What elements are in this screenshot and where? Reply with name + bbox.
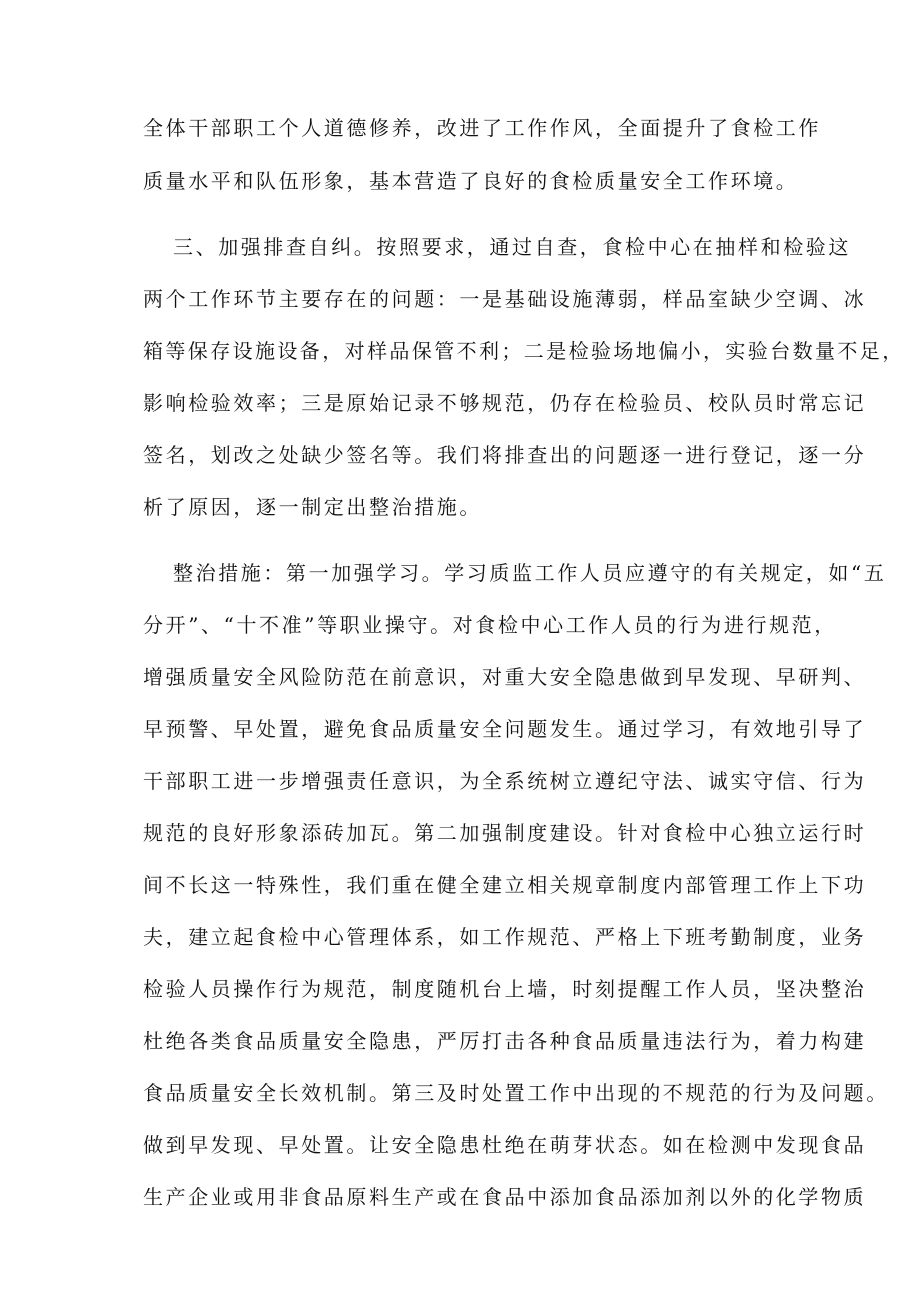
paragraph-2-line-4: 影响检验效率；三是原始记录不够规范，仍存在检验员、校队员时常忘记 [143, 391, 867, 415]
paragraph-3-line-4: 早预警、早处置，避免食品质量安全问题发生。通过学习，有效地引导了 [143, 717, 867, 741]
paragraph-2-line-3: 箱等保存设施设备，对样品保管不利；二是检验场地偏小，实验台数量不足， [143, 339, 905, 363]
paragraph-2-line-2: 两个工作环节主要存在的问题：一是基础设施薄弱，样品室缺少空调、冰 [143, 287, 867, 311]
paragraph-3-line-9: 检验人员操作行为规范，制度随机台上墙，时刻提醒工作人员，坚决整治 [143, 977, 867, 1001]
paragraph-1-line-2: 质量水平和队伍形象，基本营造了良好的食检质量安全工作环境。 [143, 169, 799, 193]
paragraph-3-line-1: 整治措施：第一加强学习。学习质监工作人员应遵守的有关规定，如“五 [173, 561, 887, 585]
paragraph-2-line-6: 析了原因，逐一制定出整治措施。 [143, 495, 482, 519]
paragraph-2-line-1: 三、加强排查自纠。按照要求，通过自查，食检中心在抽样和检验这 [173, 235, 851, 259]
paragraph-3-line-6: 规范的良好形象添砖加瓦。第二加强制度建设。针对食检中心独立运行时 [143, 821, 867, 845]
paragraph-3-line-7: 间不长这一特殊性，我们重在健全建立相关规章制度内部管理工作上下功 [143, 873, 867, 897]
paragraph-3-line-8: 夫，建立起食检中心管理体系，如工作规范、严格上下班考勤制度，业务 [143, 925, 867, 949]
paragraph-3-line-11: 食品质量安全长效机制。第三及时处置工作中出现的不规范的行为及问题。 [143, 1081, 889, 1105]
paragraph-3-line-12: 做到早发现、早处置。让安全隐患杜绝在萌芽状态。如在检测中发现食品 [143, 1133, 867, 1157]
paragraph-2-line-5: 签名，划改之处缺少签名等。我们将排查出的问题逐一进行登记，逐一分 [143, 443, 867, 467]
paragraph-3-line-10: 杜绝各类食品质量安全隐患，严厉打击各种食品质量违法行为，着力构建 [143, 1029, 867, 1053]
paragraph-1-line-1: 全体干部职工个人道德修养，改进了工作作风，全面提升了食检工作 [143, 116, 821, 140]
paragraph-3-line-3: 增强质量安全风险防范在前意识，对重大安全隐患做到早发现、早研判、 [143, 665, 867, 689]
paragraph-3-line-2: 分开”、“十不准”等职业操守。对食检中心工作人员的行为进行规范， [143, 613, 837, 637]
paragraph-3-line-13: 生产企业或用非食品原料生产或在食品中添加食品添加剂以外的化学物质 [143, 1185, 867, 1209]
paragraph-3-line-5: 干部职工进一步增强责任意识，为全系统树立遵纪守法、诚实守信、行为 [143, 769, 867, 793]
